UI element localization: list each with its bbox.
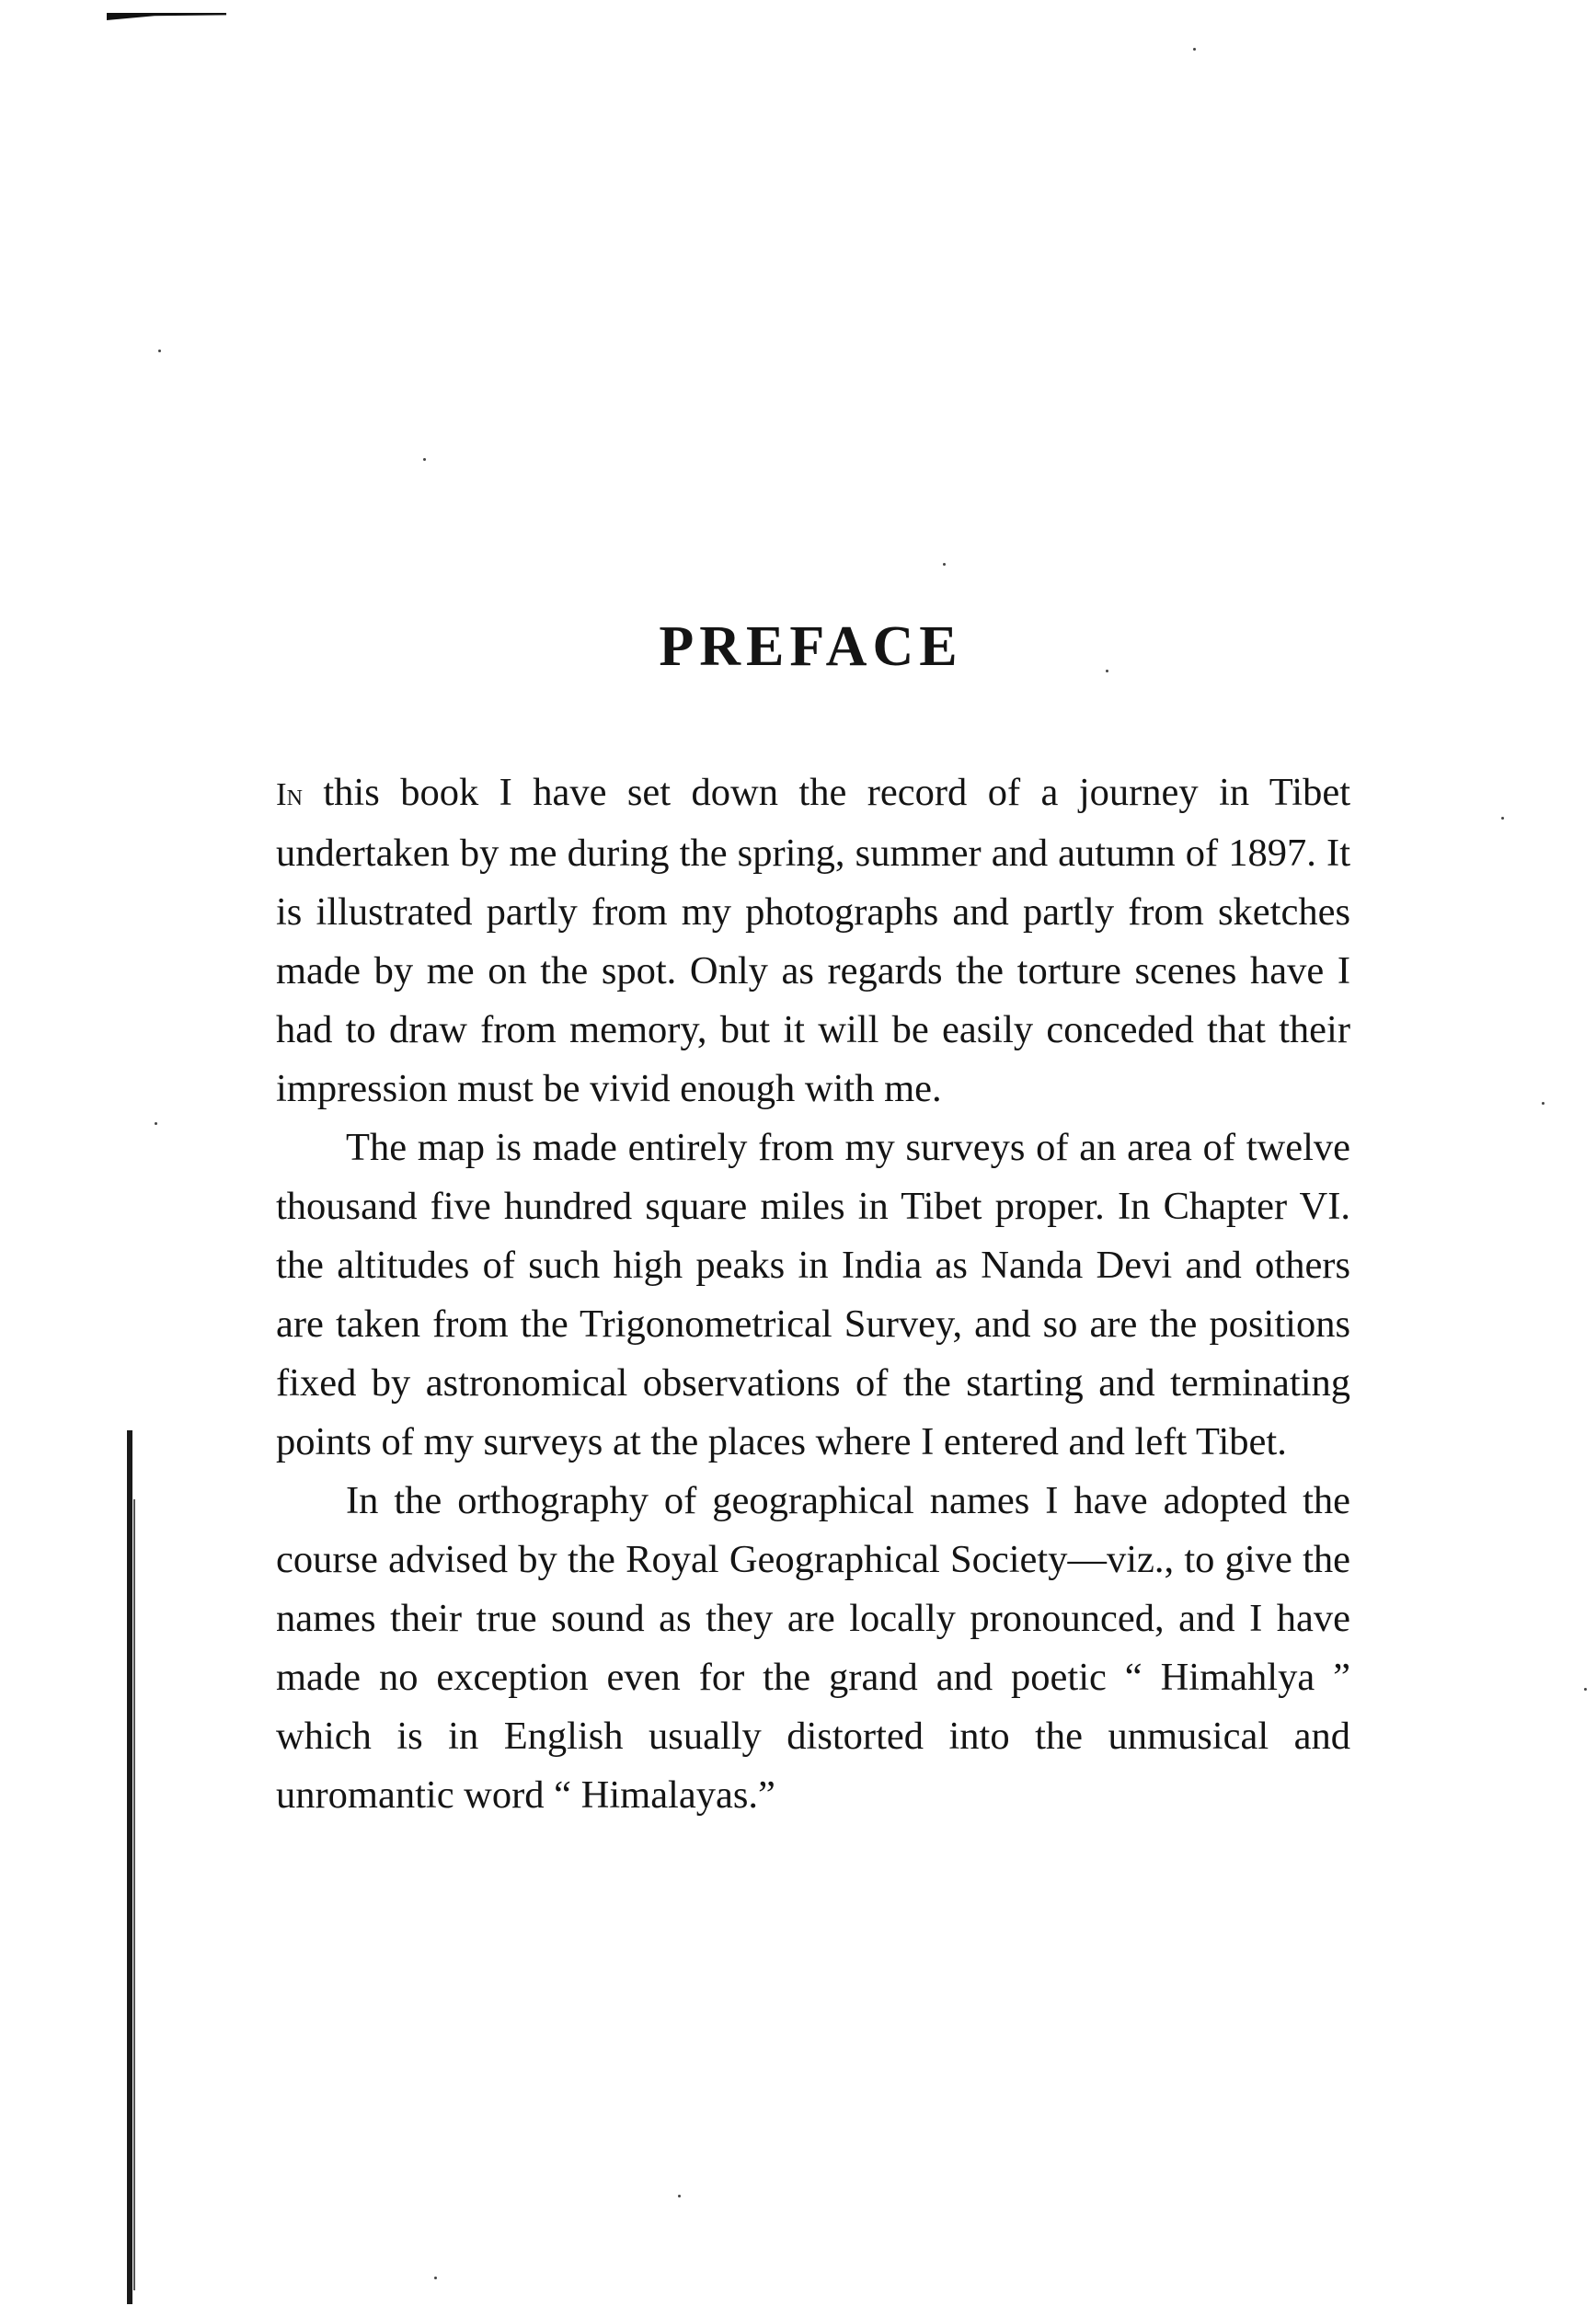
scan-speck	[434, 2277, 437, 2279]
scan-speck	[1584, 1688, 1587, 1691]
scan-speck	[423, 458, 426, 461]
scan-speck	[1193, 48, 1196, 51]
scan-speck	[1542, 1102, 1544, 1105]
scan-speck	[1501, 817, 1504, 820]
scan-speck	[155, 1122, 157, 1125]
page-title: PREFACE	[659, 615, 963, 678]
paragraph-3: In the orthography of geographical names I have adopted the course advised by the Royal Geographical Society—viz., to give the names their true sound as they are locally pronounced, and I have made no exception even for the grand and poetic “ Himahlya ” which is in English usually distorted into the unmusical and unromantic word “ Himalayas.”	[276, 1479, 1350, 1817]
scan-speck	[943, 563, 946, 566]
binding-edge-shadow	[127, 1430, 132, 2304]
paragraph-1-text: this book I have set down the record of a journey in Tibet undertaken by me during the spring, summer and autumn of 1897. It is illustrated partly from my photographs and partly from sketches made by me on the spot. Only as regards the torture scenes have I had to draw from memory, but it will be easily conceded that their impression must be vivid enough with me.	[276, 771, 1350, 1110]
paragraph-2: The map is made entirely from my surveys of an area of twelve thousand five hundred square miles in Tibet proper. In Chapter VI. the altitudes of such high peaks in India as Nanda Devi and others are taken from the Trigonometrical Survey, and so are the positions fixed by astronomical observations of the starting and terminating points of my surveys at the places where I entered and left Tibet.	[276, 1126, 1350, 1463]
scan-speck	[158, 350, 161, 352]
paragraph-1-lead: In	[276, 776, 303, 812]
scan-corner-mark	[107, 13, 226, 20]
binding-edge-line	[133, 1499, 135, 2290]
preface-body	[276, 763, 1350, 1825]
paragraph-1	[276, 763, 1350, 1119]
scan-speck	[678, 2195, 681, 2197]
